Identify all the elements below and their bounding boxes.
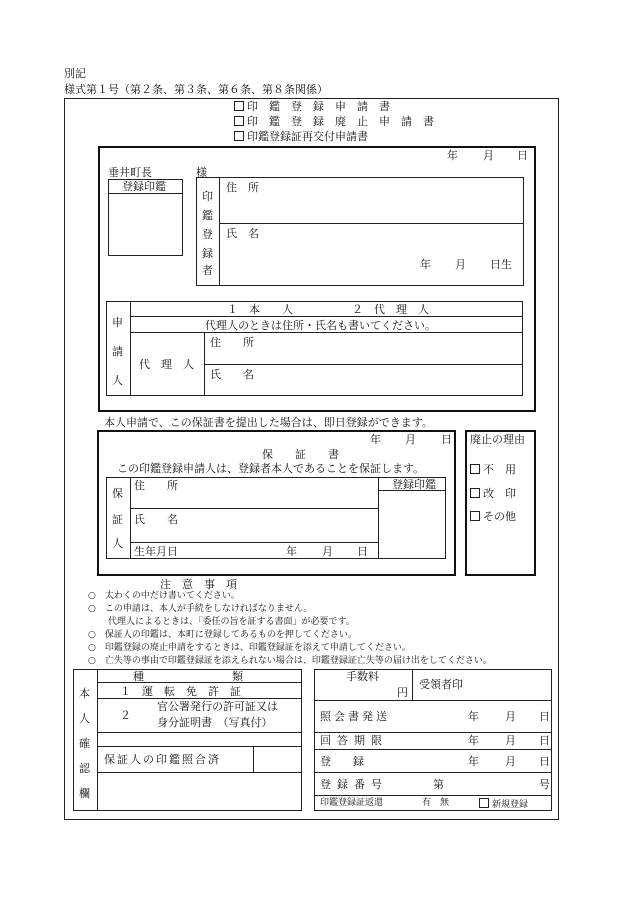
form-number: 様式第１号（第２条、第３条、第６条、第８条関係） [64, 83, 328, 96]
confirmation-label-char: 認 [79, 762, 90, 775]
reply-month: 月 [505, 734, 516, 747]
abolition-option-change[interactable]: 改 印 [470, 487, 516, 500]
new-registration[interactable]: 新規登録 [479, 798, 528, 811]
birth-year-label: 年 [420, 258, 431, 271]
fee-label: 手数料 [346, 670, 379, 683]
mayor-label: 垂井町長 [108, 166, 152, 179]
applicant-option-proxy[interactable]: ２ 代 理 人 [352, 303, 429, 316]
guarantee-date-day: 日 [441, 433, 452, 446]
guarantee-note: 本人申請で、この保証書を提出した場合は、即日登録ができます。 [104, 416, 433, 429]
birth-day-label: 日生 [490, 258, 512, 271]
reg-number-dai: 第 [433, 778, 444, 791]
applicant-option-self[interactable]: １ 本 人 [227, 303, 293, 316]
confirmation-label-char: 確 [79, 737, 90, 750]
note-item: ○ 保証人の印鑑は、本町に登録してあるものを押してください。 [88, 630, 357, 640]
inquiry-year: 年 [468, 710, 479, 723]
proxy-address-label: 住 所 [210, 336, 254, 349]
register-label: 登 録 [320, 755, 364, 768]
register-month: 月 [505, 755, 516, 768]
inquiry-month: 月 [505, 710, 516, 723]
applicant-label-char: 申 [112, 316, 123, 329]
checkbox-icon[interactable] [470, 464, 480, 474]
doc-drivers-license: １ 運 転 免 許 証 [120, 685, 241, 698]
note-item: ○ この申請は、本人が手続をしなければなりません。 [88, 604, 313, 614]
checkbox-icon[interactable] [479, 798, 489, 808]
register-day: 日 [539, 755, 550, 768]
proxy-note: 代理人のときは住所・氏名も書いてください。 [205, 319, 436, 332]
date-year: 年 [447, 149, 458, 162]
doc-row2-line1: 官公署発行の許可証又は [157, 700, 278, 713]
registrant-label-char: 登 [202, 228, 213, 241]
checkbox-icon[interactable] [470, 488, 480, 498]
proxy-label: 代 理 人 [139, 358, 194, 371]
fee-unit: 円 [397, 686, 408, 699]
guarantee-date-year: 年 [370, 433, 381, 446]
guarantor-label-char: 保 [112, 487, 123, 500]
notes-title: 注 意 事 項 [160, 578, 237, 591]
reg-number-go: 号 [539, 778, 550, 791]
note-item: ○ 印鑑登録の廃止申請をするときは、印鑑登録証を添えて申請してください。 [88, 643, 411, 653]
inquiry-label: 照会書発送 [320, 710, 390, 723]
confirmation-label-char: 欄 [79, 787, 90, 800]
guarantor-name-label: 氏 名 [134, 513, 178, 526]
checkbox-icon[interactable] [470, 511, 480, 521]
checkbox-icon[interactable] [234, 101, 244, 111]
proxy-name-label: 氏 名 [210, 368, 254, 381]
registrant-label-char: 鑑 [202, 209, 213, 222]
checkbox-icon[interactable] [234, 131, 244, 141]
registered-seal-label: 登録印鑑 [122, 180, 166, 193]
guarantor-seal-check: 保証人の印鑑照合済 [104, 753, 221, 766]
guarantor-label-char: 証 [112, 513, 123, 526]
registrant-label-char: 印 [202, 190, 213, 203]
doc-row2-number: ２ [120, 709, 131, 722]
confirmation-label-char: 人 [79, 712, 90, 725]
guarantor-birth-label: 生年月日 [134, 545, 178, 558]
registrant-name-label: 氏 名 [226, 227, 259, 240]
appendix-label: 別記 [64, 67, 86, 80]
reply-year: 年 [468, 734, 479, 747]
sama-label: 様 [196, 166, 207, 179]
register-year: 年 [468, 755, 479, 768]
date-day: 日 [517, 149, 528, 162]
confirmation-label-char: 本 [79, 687, 90, 700]
doc-row2-line2: 身分証明書 （写真付） [157, 716, 273, 729]
registrant-label-char: 者 [202, 264, 213, 277]
birth-month-label: 月 [455, 258, 466, 271]
date-month: 月 [483, 149, 494, 162]
note-item: ○ 亡失等の事由で印鑑登録証を添えられない場合は、印鑑登録証亡失等の届け出をしてください。 [88, 656, 492, 666]
note-proxy-sub: 代理人によるときは、「委任の旨を証する書面」が必要です。 [108, 617, 355, 627]
receiver-seal-label: 受領者印 [419, 678, 463, 691]
guarantee-date-month: 月 [405, 433, 416, 446]
guarantor-seal-label: 登録印鑑 [392, 478, 436, 491]
title-reissue: 印鑑登録証再交付申請書 [234, 130, 368, 143]
guarantee-title: 保 証 書 [262, 448, 339, 461]
applicant-label-char: 人 [112, 374, 123, 387]
reply-day: 日 [539, 734, 550, 747]
applicant-label-char: 請 [112, 345, 123, 358]
abolition-option-other[interactable]: その他 [470, 510, 516, 523]
reply-label: 回答期限 [320, 734, 388, 747]
guarantor-birth-year: 年 [286, 545, 297, 558]
guarantor-birth-month: 月 [322, 545, 333, 558]
reg-number-label: 登録番号 [320, 778, 388, 791]
guarantor-address-label: 住 所 [134, 479, 178, 492]
return-yes-no[interactable]: 有 無 [422, 798, 450, 808]
inquiry-day: 日 [539, 710, 550, 723]
abolition-title: 廃止の理由 [470, 433, 525, 446]
return-label: 印鑑登録証返還 [320, 798, 384, 808]
title-abolition: 印 鑑 登 録 廃 止 申 請 書 [234, 115, 434, 128]
guarantor-birth-day: 日 [357, 545, 368, 558]
registrant-label-char: 録 [202, 247, 213, 260]
guarantor-label-char: 人 [112, 537, 123, 550]
checkbox-icon[interactable] [234, 116, 244, 126]
abolition-reason-box [465, 430, 536, 576]
abolition-option-unused[interactable]: 不 用 [470, 463, 516, 476]
note-item: ○ 太わくの中だけ書いてください。 [88, 591, 240, 601]
guarantee-statement: この印鑑登録申請人は、登録者本人であることを保証します。 [117, 462, 425, 475]
title-registration: 印 鑑 登 録 申 請 書 [234, 100, 390, 113]
type-header: 種 類 [133, 670, 243, 683]
registrant-address-label: 住 所 [226, 181, 259, 194]
